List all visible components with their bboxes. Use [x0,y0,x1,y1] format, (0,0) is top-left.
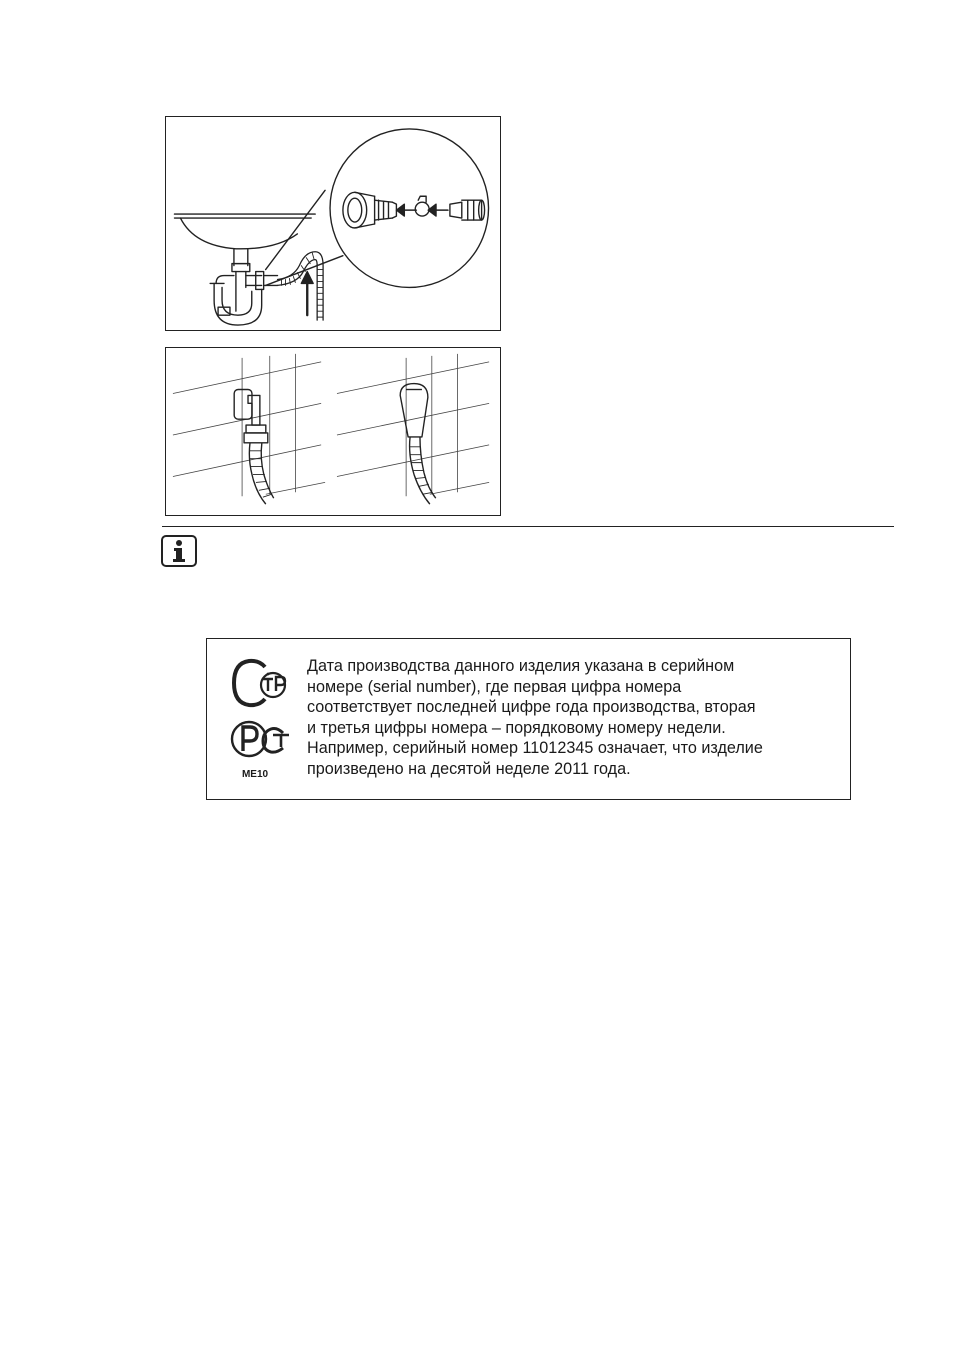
gost-tr-certification-icon [229,653,299,713]
certification-marks [229,653,299,785]
notice-line: Например, серийный номер 11012345 означает, что изделие [307,739,763,757]
production-date-notice [206,638,851,800]
info-icon [161,535,197,567]
sink-siphon-connection-illustration [165,116,501,331]
section-divider [162,526,894,527]
notice-line: и третья цифры номера – порядковому номеру недели. [307,718,726,737]
pct-certification-icon [229,713,299,769]
notice-line: произведено на десятой неделе 2011 года. [307,759,631,778]
wall-drain-connection-illustration [165,347,501,516]
certification-code: ME10 [241,769,269,780]
wall-drain-drawing [166,348,500,515]
production-date-text [307,656,842,779]
notice-line: соответствует последней цифре года производства, вторая [307,698,756,716]
notice-line: номере (serial number), где первая цифра номера [307,677,682,696]
sink-siphon-drawing [166,117,500,330]
notice-line: Дата производства данного изделия указана в серийном [307,657,735,675]
